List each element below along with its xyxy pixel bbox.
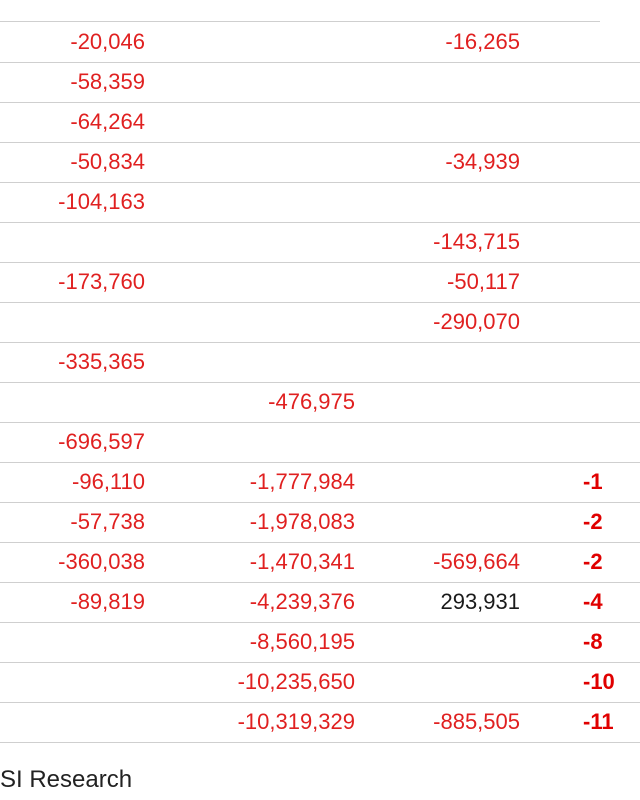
table-row [0,342,640,382]
table-cell-c3: 293,931 [370,582,535,622]
table-cell-c4: -4 [535,582,640,622]
table-cell-c2 [160,342,370,382]
table-cell-c1: -58,359 [0,62,160,102]
table-cell-c4 [535,342,640,382]
table-cell-c2 [160,302,370,342]
table-top-rule [0,0,600,22]
table-cell-c2 [160,102,370,142]
table-cell-c4 [535,302,640,342]
table-cell-c1: -696,597 [0,422,160,462]
table-cell-c1: -20,046 [0,22,160,62]
table-cell-c1: -96,110 [0,462,160,502]
table-cell-c3: -143,715 [370,222,535,262]
table-cell-c2: -1,470,341 [160,542,370,582]
table-cell-c4: -1 [535,462,640,502]
table-row [0,142,640,182]
table-row [0,542,640,582]
table-cell-c4 [535,382,640,422]
table-cell-c1 [0,662,160,702]
table-cell-c4 [535,422,640,462]
table-cell-c1: -104,163 [0,182,160,222]
table-cell-c1: -360,038 [0,542,160,582]
table-cell-c1 [0,382,160,422]
table-cell-c1: -173,760 [0,262,160,302]
table-row [0,22,640,62]
table-cell-c3: -16,265 [370,22,535,62]
table-cell-c4 [535,22,640,62]
table-cell-c3: -885,505 [370,702,535,742]
table-cell-c3: -569,664 [370,542,535,582]
table-cell-c3 [370,62,535,102]
data-table [0,22,640,743]
table-row [0,62,640,102]
table-cell-c1 [0,622,160,662]
table-cell-c4: -10 [535,662,640,702]
table-cell-c4 [535,62,640,102]
table-cell-c4 [535,142,640,182]
table-cell-c2 [160,62,370,102]
table-cell-c4: -2 [535,502,640,542]
table-cell-c2 [160,262,370,302]
table-cell-c2 [160,22,370,62]
table-cell-c1 [0,222,160,262]
table-cell-c1: -57,738 [0,502,160,542]
table-cell-c4: -8 [535,622,640,662]
table-cell-c1: -89,819 [0,582,160,622]
table-cell-c1 [0,702,160,742]
table-cell-c3 [370,102,535,142]
table-cell-c4: -2 [535,542,640,582]
table-row [0,302,640,342]
table-cell-c2: -10,235,650 [160,662,370,702]
table-cell-c1: -50,834 [0,142,160,182]
table-row [0,182,640,222]
table-cell-c1: -335,365 [0,342,160,382]
table-cell-c3 [370,462,535,502]
table-cell-c1: -64,264 [0,102,160,142]
table-cell-c2 [160,142,370,182]
table-cell-c3 [370,182,535,222]
table-row [0,702,640,742]
table-cell-c2: -10,319,329 [160,702,370,742]
table-cell-c4 [535,182,640,222]
table-cell-c4 [535,262,640,302]
table-row [0,582,640,622]
table-row [0,262,640,302]
table-cell-c2 [160,222,370,262]
table-row [0,422,640,462]
table-row [0,502,640,542]
table-cell-c2 [160,422,370,462]
table-row [0,622,640,662]
table-cell-c3 [370,422,535,462]
table-cell-c2: -476,975 [160,382,370,422]
table-cell-c3: -290,070 [370,302,535,342]
table-cell-c2 [160,182,370,222]
table-cell-c3 [370,342,535,382]
table-cell-c4 [535,222,640,262]
table-cell-c4 [535,102,640,142]
table-cell-c2: -1,978,083 [160,502,370,542]
table-body [0,22,640,742]
source-note: SI Research [0,766,133,793]
table-cell-c3 [370,622,535,662]
table-row [0,222,640,262]
table-row [0,662,640,702]
table-cell-c3 [370,502,535,542]
table-cell-c2: -8,560,195 [160,622,370,662]
table-row [0,382,640,422]
table-cell-c3 [370,382,535,422]
table-cell-c3 [370,662,535,702]
table-row [0,462,640,502]
table-cell-c2: -4,239,376 [160,582,370,622]
table-row [0,102,640,142]
table-cell-c1 [0,302,160,342]
table-cell-c3: -34,939 [370,142,535,182]
table-cell-c2: -1,777,984 [160,462,370,502]
table-cell-c3: -50,117 [370,262,535,302]
table-cell-c4: -11 [535,702,640,742]
